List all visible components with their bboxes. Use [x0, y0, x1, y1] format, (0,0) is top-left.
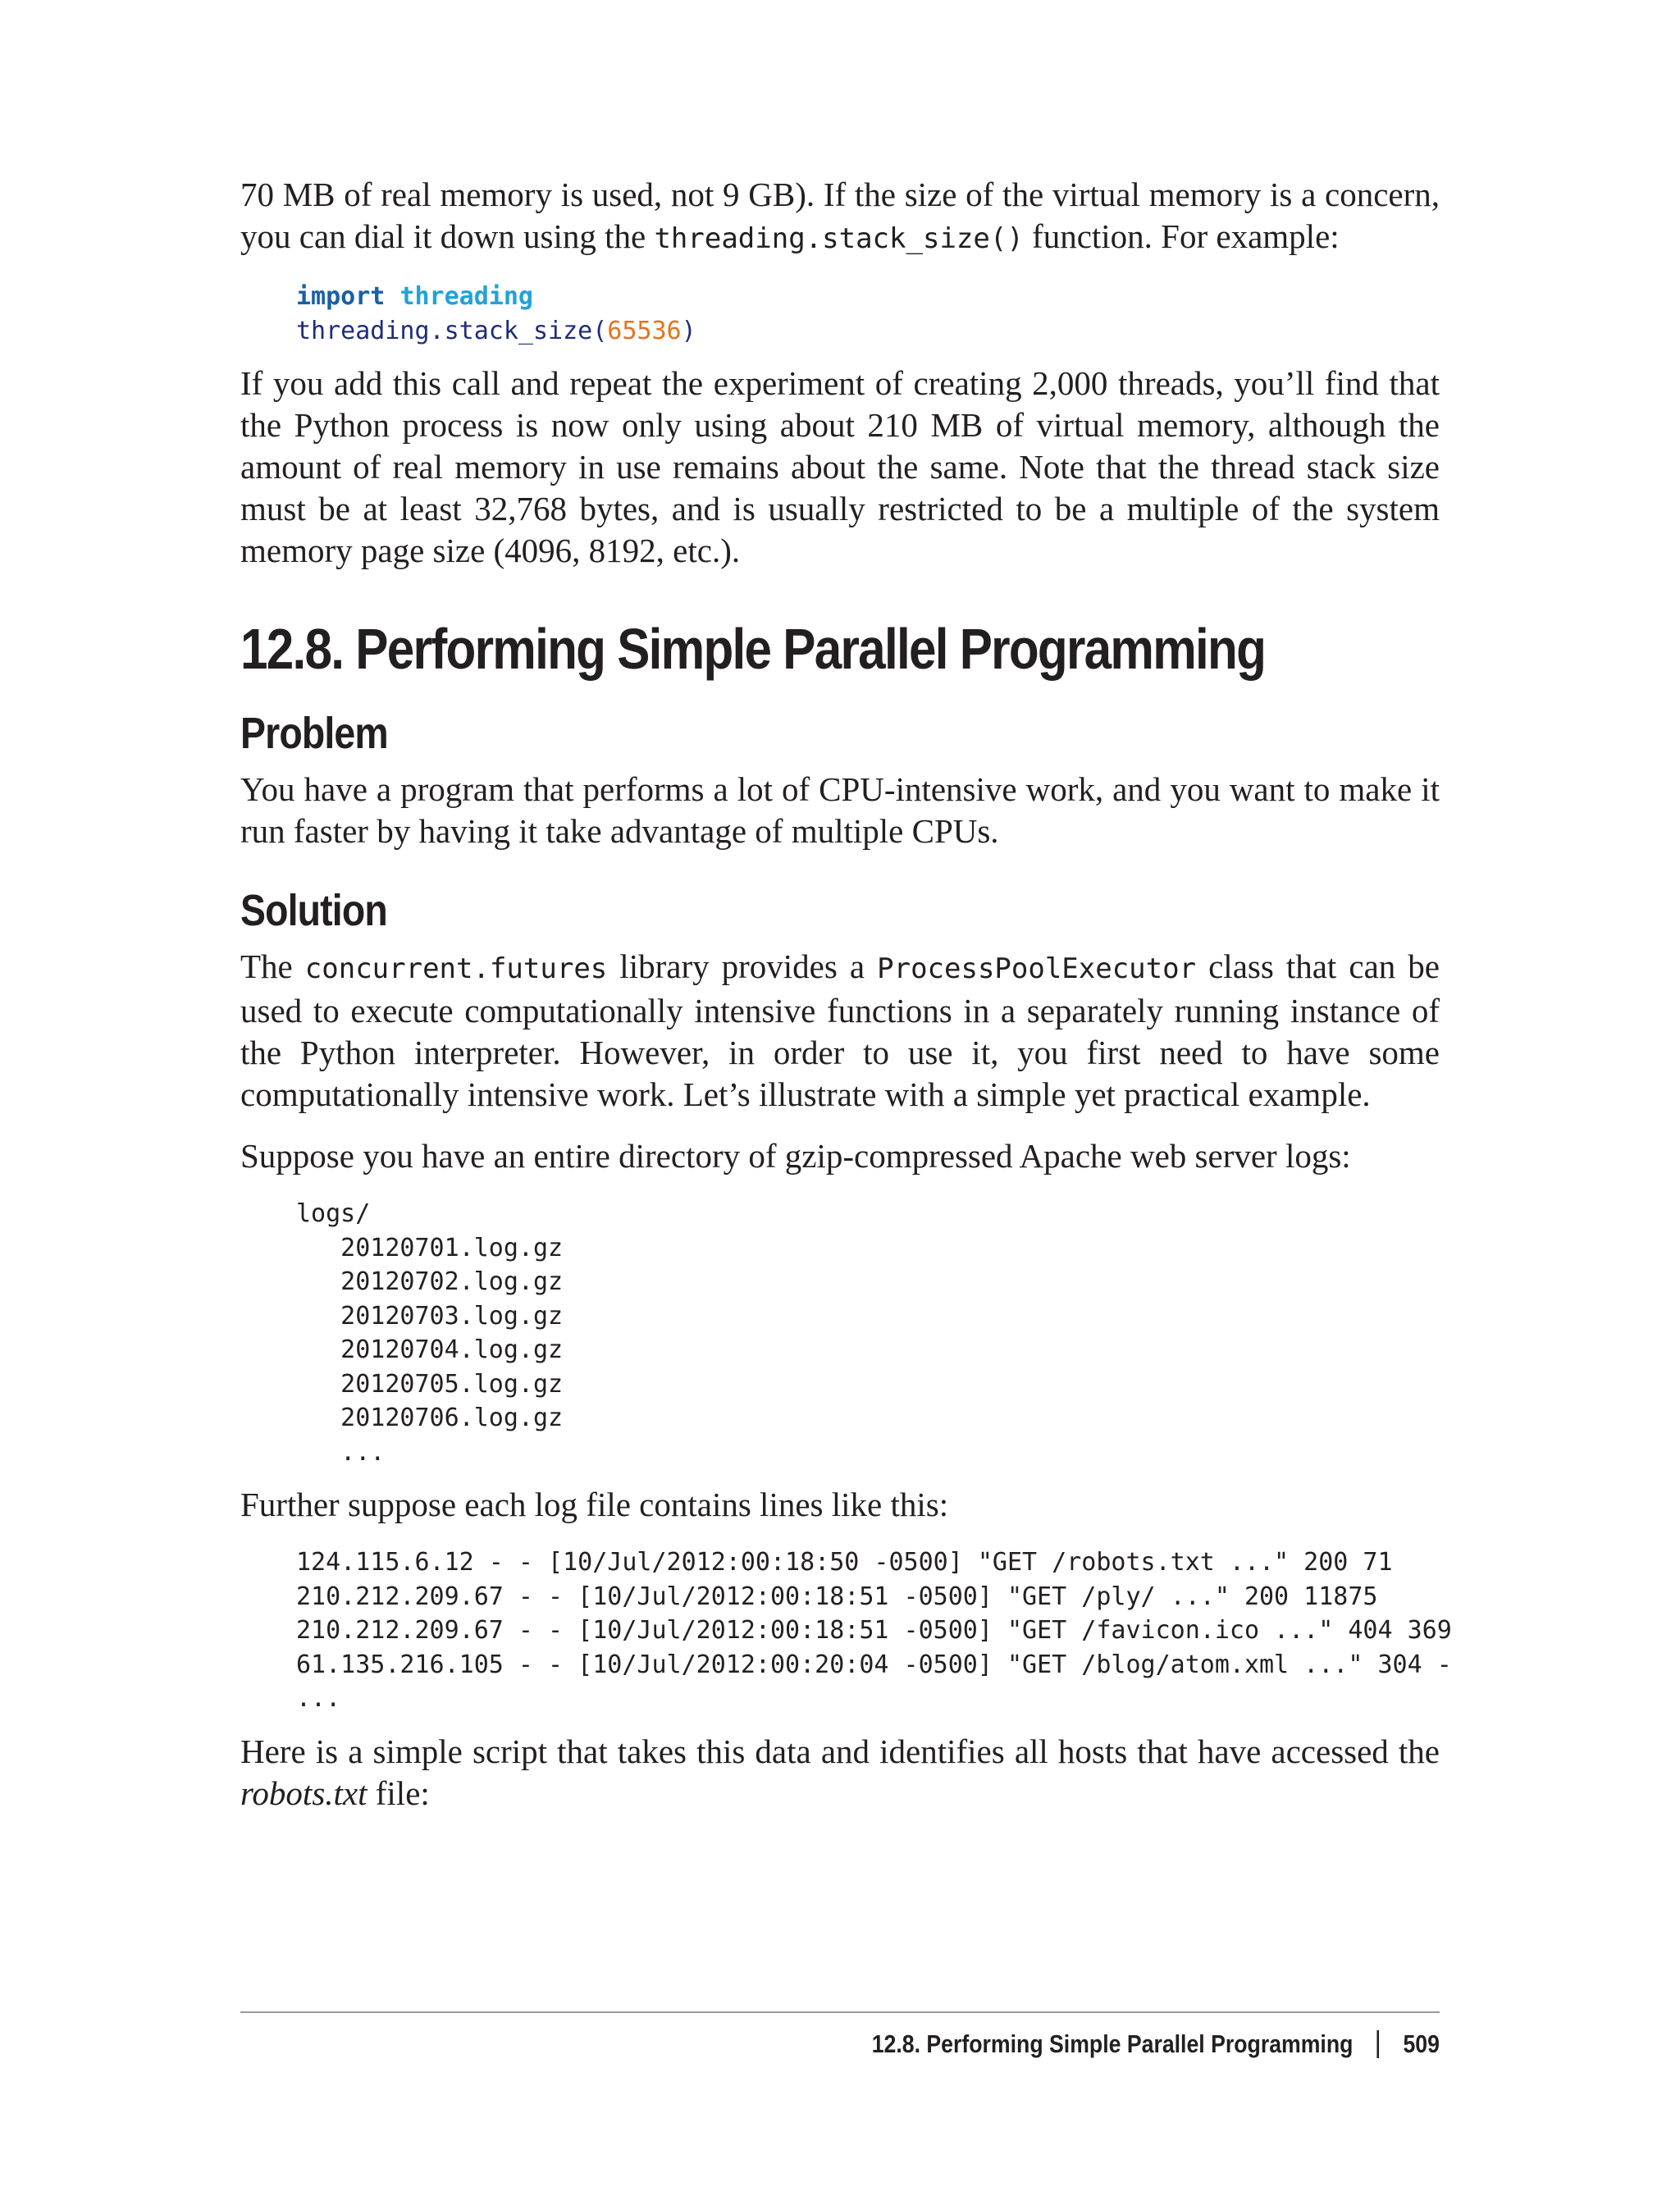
- solution-heading: Solution: [240, 886, 387, 935]
- inline-code-concurrent-futures: concurrent.futures: [304, 952, 608, 985]
- running-footer: [872, 2028, 1440, 2061]
- code-block-logs-directory: logs/ 20120701.log.gz 20120702.log.gz 20120703.log.gz 20120704.log.gz 20120705.log.gz 20120706.log.gz ...: [296, 1199, 564, 1467]
- inline-code-stack-size: threading.stack_size(): [654, 222, 1024, 255]
- page-number: 509: [1403, 2029, 1440, 2058]
- problem-paragraph: You have a program that performs a lot of CPU-intensive work, and you want to make it run faster by having it take advantage of multiple CPUs.: [240, 770, 1440, 850]
- inline-code-processpoolexecutor: ProcessPoolExecutor: [877, 952, 1197, 985]
- solution-paragraph-2: Suppose you have an entire directory of gzip-compressed Apache web server logs:: [240, 1137, 1351, 1175]
- code-call-stack-size: threading.stack_size(: [296, 316, 608, 345]
- solution-text-4b: file:: [367, 1774, 430, 1812]
- solution-paragraph-4: [240, 1731, 1440, 1815]
- intro-text-1b: function. For example:: [1023, 217, 1340, 255]
- footer-title: 12.8. Performing Simple Parallel Programming: [871, 2029, 1354, 2058]
- code-block-stack-size: [296, 280, 1440, 348]
- emphasis-robots-txt: robots.txt: [240, 1774, 368, 1812]
- solution-text-4a: Here is a simple script that takes this data and identifies all hosts that have accessed the: [240, 1732, 1440, 1770]
- solution-paragraph-3: Further suppose each log file contains lines like this:: [240, 1486, 949, 1523]
- intro-paragraph-1: [240, 174, 1440, 260]
- code-module-threading: threading: [399, 282, 533, 311]
- code-block-log-lines: 124.115.6.12 - - [10/Jul/2012:00:18:50 -0500] "GET /robots.txt ..." 200 71 210.212.209.67 - - [10/Jul/2012:00:18:51 -0500] "GET /ply/ ..." 200 11875 210.212.209.67 - - [10/Jul/2012:00:18:51 -0500] "GET /favicon.ico ..." 404 369 61.135.216.105 - - [10/Jul/2012:00:20:04 -0500] "GET /blog/atom.xml ..." 304 - ...: [296, 1548, 1452, 1713]
- code-call-close: ): [681, 316, 696, 345]
- solution-text-1a: The: [240, 947, 305, 985]
- footer-divider: [240, 2011, 1440, 2013]
- solution-text-1b: library provides a: [607, 947, 878, 985]
- solution-text-1c: class that can be used to execute computationally intensive functions in a separately running instance of the Python interpreter. However, in order to use it, you first need to have some computationally intensive work. Let’s illustrate with a simple yet practical example.: [240, 947, 1440, 1113]
- intro-paragraph-2: If you add this call and repeat the experiment of creating 2,000 threads, you’ll find that the Python process is now only using about 210 MB of virtual memory, although the amount of real memory in use remains about the same. Note that the thread stack size must be at least 32,768 bytes, and is usually restricted to be a multiple of the system memory page size (4096, 8192, etc.).: [240, 364, 1440, 569]
- intro-text-1a: 70 MB of real memory is used, not 9 GB). If the size of the virtual memory is a concern, you can dial it down using the: [240, 176, 1440, 255]
- section-title: 12.8. Performing Simple Parallel Programming: [240, 617, 1266, 681]
- code-number-arg: 65536: [607, 316, 682, 345]
- footer-separator: [1377, 2030, 1380, 2058]
- solution-paragraph-1: [240, 946, 1440, 1116]
- page-content: [240, 174, 1452, 1834]
- code-keyword-import: import: [296, 282, 386, 311]
- problem-heading: Problem: [240, 709, 388, 758]
